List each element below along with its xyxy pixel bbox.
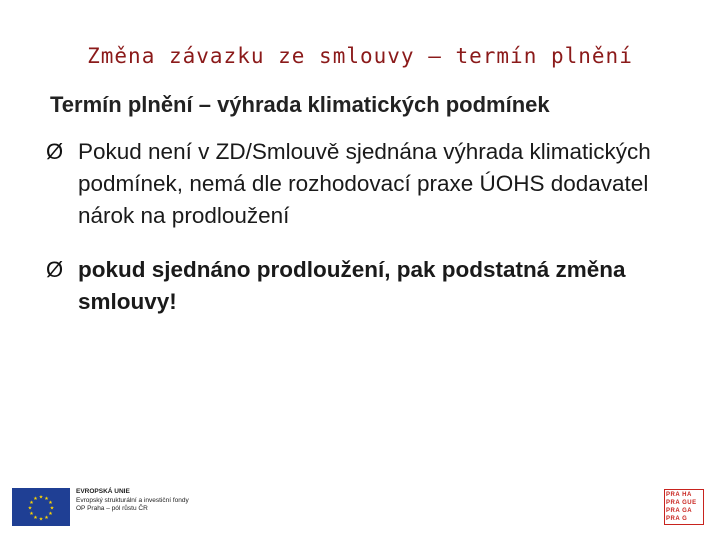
praha-logo-line: PRA HA	[666, 491, 692, 498]
bullet-text: pokud sjednáno prodloužení, pak podstatná změna smlouvy!	[78, 257, 626, 314]
eu-star-icon: ★	[33, 515, 38, 522]
praha-logo	[664, 489, 704, 525]
praha-logo-line: PRA GUE	[666, 499, 697, 506]
eu-star-icon: ★	[38, 494, 44, 501]
praha-logo-line: PRA GA	[666, 507, 693, 514]
bullet-item	[46, 254, 706, 318]
eu-line: Evropský strukturální a investiční fondy	[76, 496, 189, 504]
eu-star-icon: ★	[27, 505, 33, 512]
eu-flag-icon	[12, 488, 70, 526]
slide-title: Změna závazku ze smlouvy – termín plnění	[87, 44, 633, 68]
slide-subtitle: Termín plnění – výhrada klimatických podmínek	[50, 92, 550, 117]
praha-logo-line: PRA G	[666, 515, 688, 522]
eu-star-icon: ★	[33, 495, 38, 502]
eu-line: OP Praha – pól růstu ČR	[76, 505, 148, 512]
eu-star-icon: ★	[29, 511, 34, 517]
eu-star-icon: ★	[48, 500, 53, 506]
bullet-text: Pokud není v ZD/Smlouvě sjednána výhrada klimatických podmínek, nemá dle rozhodovací praxe ÚOHS dodavatel nárok na prodloužení	[78, 139, 651, 228]
eu-star-icon: ★	[44, 515, 49, 522]
bullet-item	[46, 136, 706, 232]
eu-star-icon: ★	[38, 516, 44, 523]
eu-text	[76, 488, 189, 514]
eu-footer	[12, 488, 189, 526]
eu-star-icon: ★	[48, 511, 53, 517]
eu-star-icon: ★	[49, 505, 55, 512]
eu-star-icon: ★	[44, 495, 49, 502]
eu-head: EVROPSKÁ UNIE	[76, 488, 130, 495]
arrow-bullet-icon: Ø	[46, 139, 64, 164]
bullet-list	[46, 136, 706, 340]
eu-star-icon: ★	[29, 500, 34, 506]
arrow-bullet-icon: Ø	[46, 257, 64, 282]
